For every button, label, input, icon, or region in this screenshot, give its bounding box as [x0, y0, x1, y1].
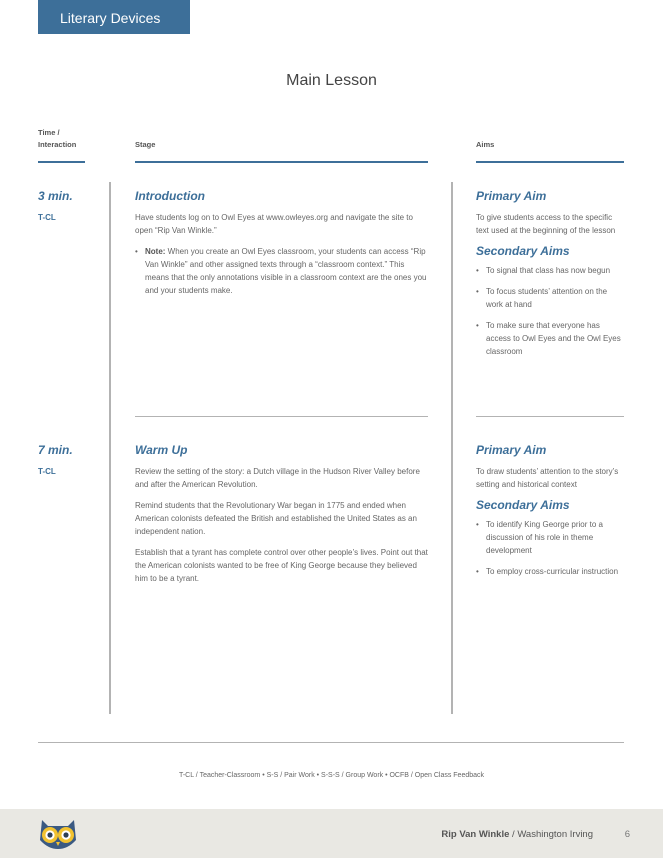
row2-stage-title: Warm Up [135, 443, 188, 457]
row2-stage-body [135, 465, 430, 593]
row1-secondary-aims-title: Secondary Aims [476, 244, 570, 258]
row2-aims-body [476, 465, 626, 586]
row2-secondary-aims-title: Secondary Aims [476, 498, 570, 512]
row2-primary-aim-title: Primary Aim [476, 443, 547, 457]
owl-logo-icon [38, 818, 78, 850]
page-footer [0, 809, 663, 858]
header-time [38, 127, 76, 151]
list-item: • To make sure that everyone has access to Owl Eyes and the Owl Eyes classroom [476, 319, 626, 358]
row-separator-stage [135, 416, 428, 417]
header-underline-stage [135, 161, 428, 163]
row1-stage-body [135, 211, 430, 305]
header-underline-aims [476, 161, 624, 163]
bottom-rule [38, 742, 624, 743]
row1-time: 3 min. [38, 189, 73, 203]
header-time-line2: Interaction [38, 140, 77, 149]
row1-note-text: When you create an Owl Eyes classroom, your students can access “Rip Van Winkle” and other assigned texts through a “classroom context.” This means that the only annotations visible in a classroom context are the ones you and your students make. [145, 247, 427, 295]
row1-stage-text: Have students log on to Owl Eyes at www.owleyes.org and navigate the site to open “Rip Van Winkle.” [135, 213, 413, 235]
page-title: Main Lesson [286, 72, 377, 89]
row1-aims-body [476, 211, 626, 366]
header-underline-time [38, 161, 85, 163]
header-time-line1: Time / [38, 128, 60, 137]
column-divider-left [109, 182, 111, 714]
row1-primary-aim-title: Primary Aim [476, 189, 547, 203]
row1-note [135, 245, 430, 297]
footer-separator: / [509, 829, 518, 840]
footer-author: Washington Irving [517, 829, 593, 840]
list-item: • To signal that class has now begun [476, 264, 626, 277]
row1-stage-title: Introduction [135, 189, 205, 203]
row2-primary-aim-text: To draw students’ attention to the story’s setting and historical context [476, 467, 619, 489]
column-divider-right [451, 182, 453, 714]
row2-paragraph: Review the setting of the story: a Dutch village in the Hudson River Valley before and after the American Revolution. [135, 467, 420, 489]
row1-interaction: T-CL [38, 213, 56, 222]
list-item: • To identify King George prior to a discussion of his role in theme development [476, 518, 626, 557]
row2-paragraph: Remind students that the Revolutionary War began in 1775 and ended when American colonists defeated the British and established the United States as an independent nation. [135, 501, 417, 536]
row1-note-label: Note: [145, 247, 166, 256]
abbreviation-legend: T-CL / Teacher-Classroom • S-S / Pair Work • S-S-S / Group Work • OCFB / Open Class Feedback [178, 772, 485, 779]
row1-primary-aim-text: To give students access to the specific text used at the beginning of the lesson [476, 213, 616, 235]
list-item: • To employ cross-curricular instruction [476, 565, 626, 578]
row-separator-aims [476, 416, 624, 417]
row2-paragraph: Establish that a tyrant has complete control over other people’s lives. Point out that the American colonists wanted to be free of King George because they believed him to be a tyrant. [135, 548, 428, 583]
header-stage: Stage [135, 140, 156, 149]
section-tag: Literary Devices [38, 0, 190, 34]
row2-interaction: T-CL [38, 467, 56, 476]
footer-book-title: Rip Van Winkle [441, 829, 510, 840]
list-item: • To focus students’ attention on the work at hand [476, 285, 626, 311]
footer-book-info [441, 829, 593, 840]
row2-time: 7 min. [38, 443, 73, 457]
header-aims: Aims [476, 140, 495, 149]
page-number: 6 [624, 829, 630, 840]
